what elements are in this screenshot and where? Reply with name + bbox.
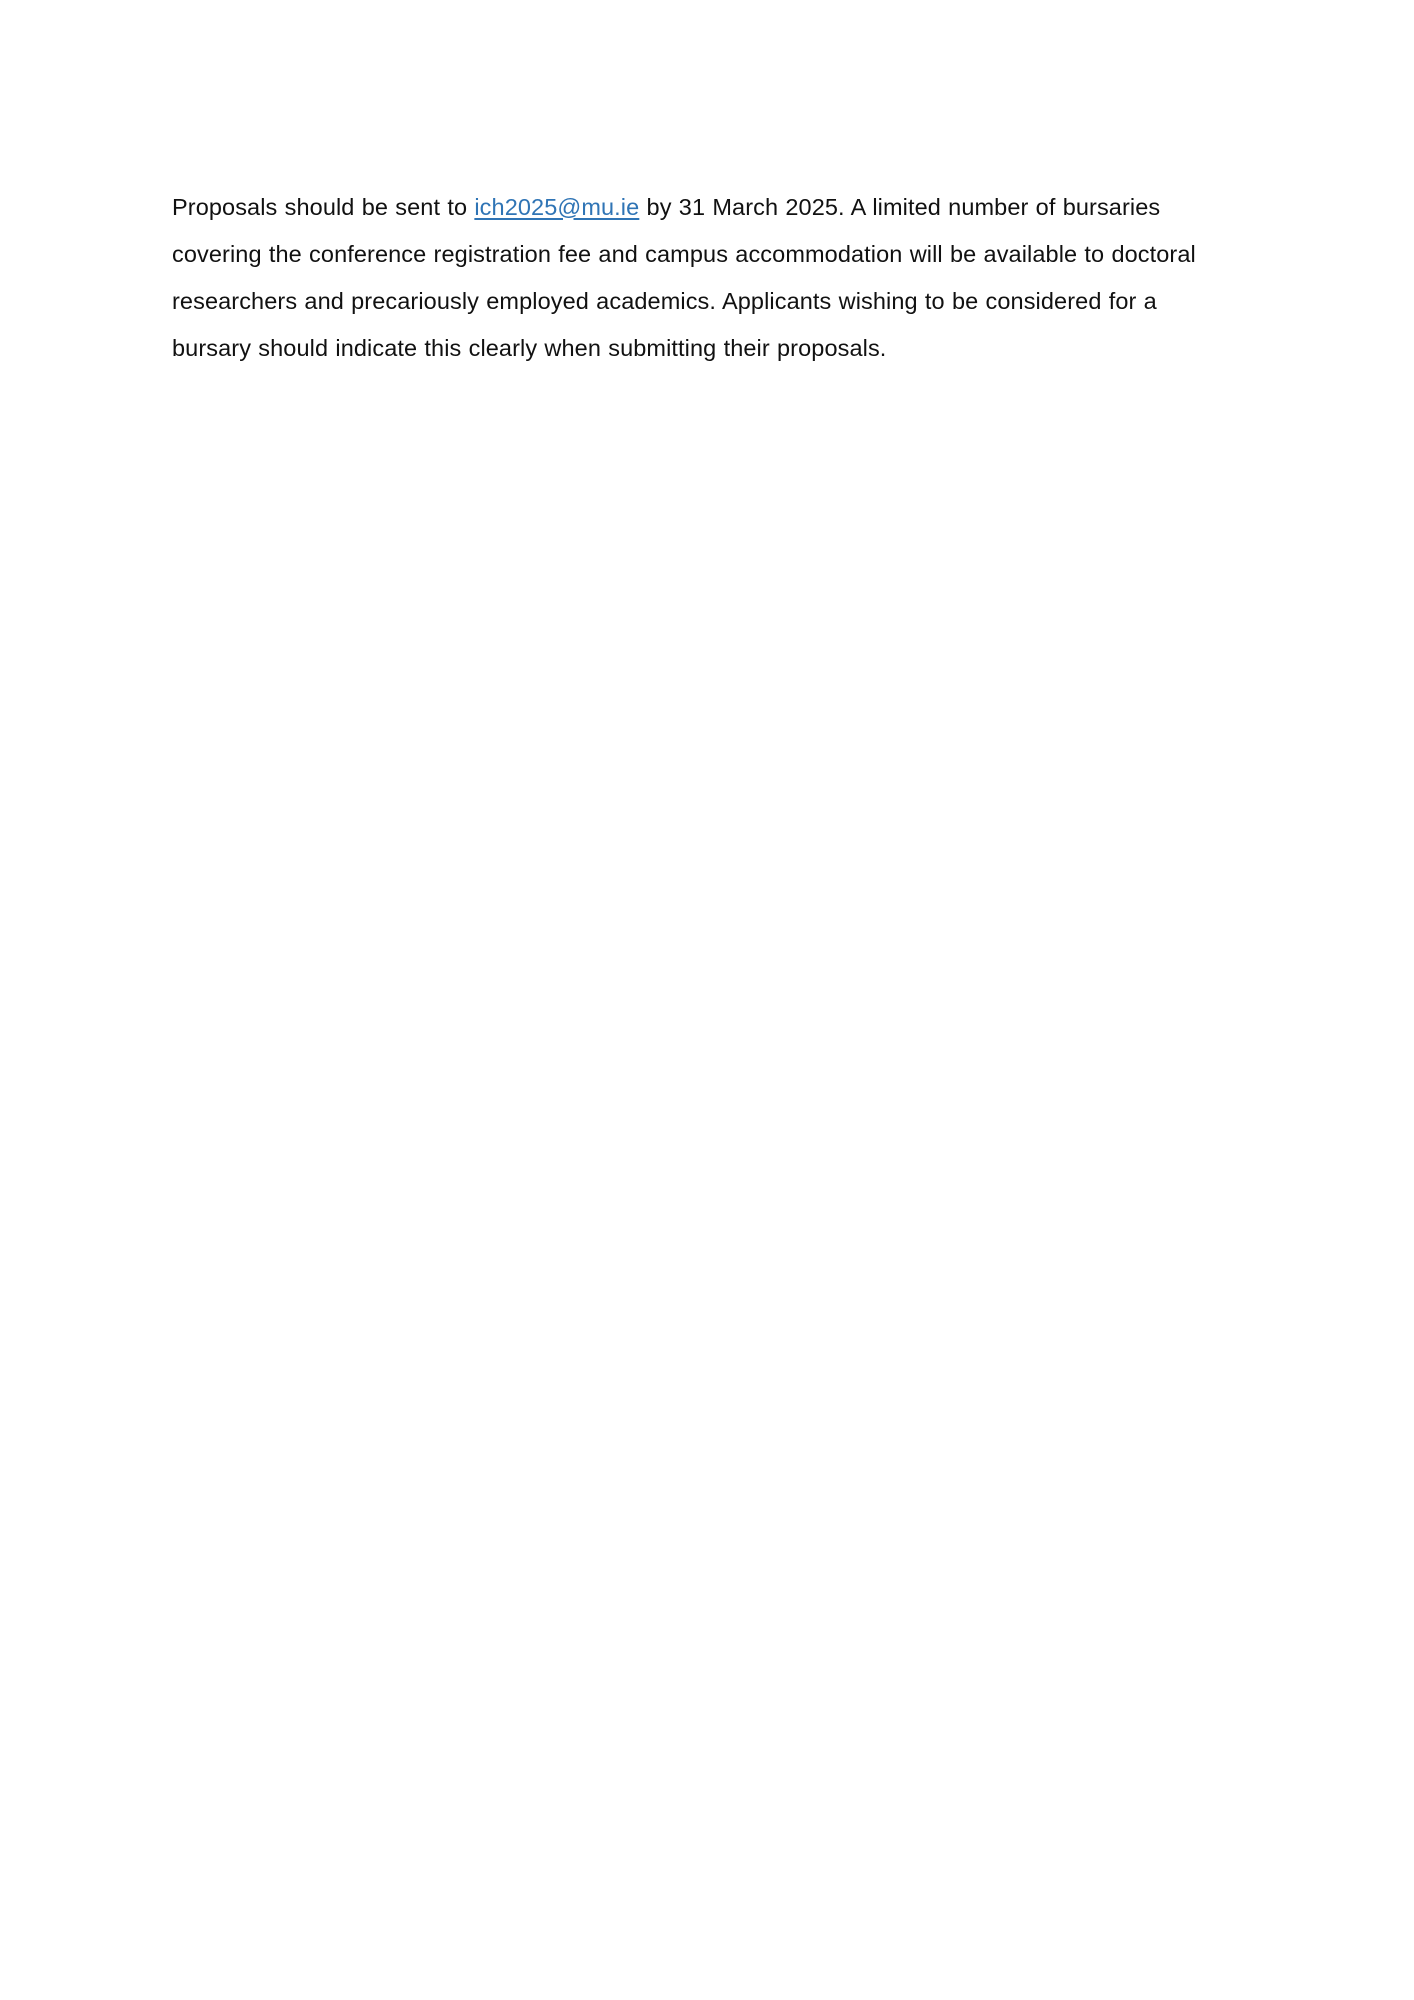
email-link[interactable]: ich2025@mu.ie <box>474 193 640 220</box>
paragraph-segment-before-link: Proposals should be sent to <box>172 193 475 220</box>
document-body <box>172 160 1204 395</box>
paragraph-segment-after-link: by 31 March 2025. A limited number of bursaries covering the conference registration fee and campus accommodation will be available to doctoral researchers and precariously employed academics. Applicants wishing to be considered for a bursary should indicate this clearly when submitting their proposals. <box>172 193 1196 361</box>
proposal-paragraph <box>172 184 1204 372</box>
